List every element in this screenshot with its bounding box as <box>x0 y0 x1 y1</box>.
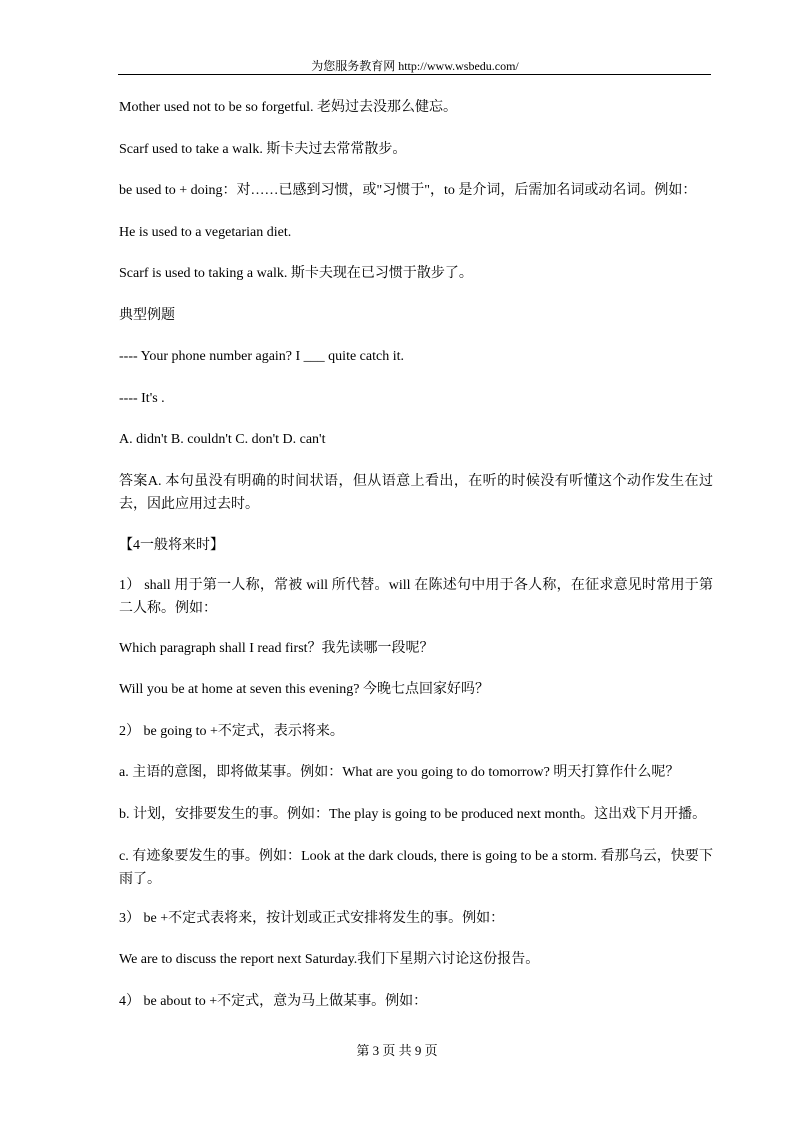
page-header: 为您服务教育网 http://www.wsbedu.com/ <box>311 59 519 73</box>
answer-paragraph: 答案A. 本句虽没有明确的时间状语，但从语意上看出，在听的时候没有听懂这个动作发生在过去，因此应用过去时。 <box>119 474 713 512</box>
section-heading: 典型例题 <box>119 308 175 323</box>
text-line: A. didn't B. couldn't C. don't D. can't <box>119 432 326 447</box>
section-heading: 【4一般将来时】 <box>119 538 224 553</box>
text-line: Will you be at home at seven this evening? 今晚七点回家好吗？ <box>119 682 489 697</box>
text-line: 4） be about to +不定式，意为马上做某事。例如： <box>119 994 428 1009</box>
text-paragraph: c. 有迹象要发生的事。例如：Look at the dark clouds, there is going to be a storm. 看那乌云，快要下雨了。 <box>119 849 713 887</box>
text-line: He is used to a vegetarian diet. <box>119 225 292 240</box>
text-line: ---- Your phone number again? I ___ quite catch it. <box>119 349 404 364</box>
text-line: 2） be going to +不定式，表示将来。 <box>119 724 344 739</box>
text-line: We are to discuss the report next Saturday.我们下星期六讨论这份报告。 <box>119 952 540 967</box>
text-line: ---- It's . <box>119 391 165 406</box>
text-line: b. 计划，安排要发生的事。例如：The play is going to be produced next month。这出戏下月开播。 <box>119 807 707 822</box>
text-line: be used to + doing：对……已感到习惯，或"习惯于"，to 是介词，后需加名词或动名词。例如： <box>119 183 697 198</box>
text-line: a. 主语的意图，即将做某事。例如：What are you going to do tomorrow? 明天打算作什么呢？ <box>119 765 680 780</box>
text-line: Scarf is used to taking a walk. 斯卡夫现在已习惯于散步了。 <box>119 266 473 281</box>
text-line: Which paragraph shall I read first？我先读哪一段呢？ <box>119 641 434 656</box>
text-paragraph: 1） shall 用于第一人称，常被 will 所代替。will 在陈述句中用于各人称，在征求意见时常用于第二人称。例如： <box>119 578 713 616</box>
text-line: Scarf used to take a walk. 斯卡夫过去常常散步。 <box>119 142 407 157</box>
header-divider <box>118 74 711 75</box>
text-line: Mother used not to be so forgetful. 老妈过去没那么健忘。 <box>119 100 458 115</box>
text-line: 3） be +不定式表将来，按计划或正式安排将发生的事。例如： <box>119 911 505 926</box>
page-footer: 第 3 页 共 9 页 <box>356 1043 438 1058</box>
